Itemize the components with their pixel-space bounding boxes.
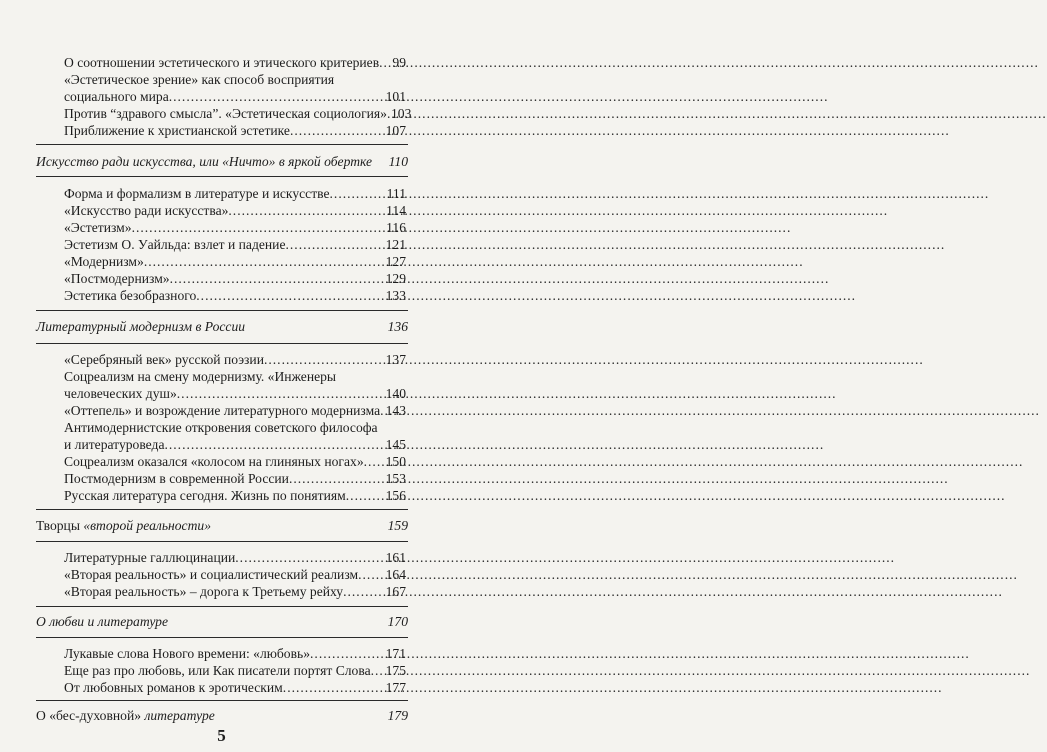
section-page: 110 (388, 154, 408, 169)
toc-entry-title: «Серебряный век» русской поэзии (64, 352, 264, 367)
toc-entry-title: «Модернизм» (64, 254, 144, 269)
leader-dots (289, 470, 386, 487)
toc-entry-page: 175 (385, 663, 406, 678)
toc-entry-page: 121 (385, 237, 406, 252)
section-divider (36, 310, 408, 311)
leader-dots (170, 270, 386, 287)
section-title: Литературный модернизм в России (36, 319, 246, 334)
toc-section-heading (36, 318, 408, 335)
toc-entry-title: «Эстетическое зрение» как способ восприятия (64, 72, 335, 87)
toc-entry-page: 114 (386, 203, 406, 218)
section-divider (36, 176, 408, 177)
section-title-italic: литературе (144, 708, 215, 723)
leader-dots (371, 662, 386, 679)
toc-entry-title: Эстетика безобразного (64, 288, 197, 303)
leader-dots (330, 185, 387, 202)
toc-entry (64, 662, 406, 679)
leader-dots (283, 679, 386, 696)
toc-entry-page: 107 (385, 123, 406, 138)
toc-entry (64, 487, 406, 504)
leader-dots (379, 54, 392, 71)
leader-dots (286, 236, 386, 253)
toc-entry-page: 129 (385, 271, 406, 286)
toc-entry-title: Еще раз про любовь, или Как писатели портят Слова (64, 663, 371, 678)
leader-dots (196, 287, 385, 304)
toc-entry-title-cont: и литературоведа (64, 437, 165, 452)
toc-entry-title: «Вторая реальность» – дорога к Третьему рейху (64, 584, 344, 599)
toc-entry-title: Постмодернизм в современной России (64, 471, 289, 486)
toc-entry-title: Лукавые слова Нового времени: «любовь» (64, 646, 311, 661)
toc-entry-title: «Постмодернизм» (64, 271, 170, 286)
toc-entry-title: Соцреализм на смену модернизму. «Инженеры (64, 369, 337, 384)
toc-section-heading (36, 613, 408, 630)
toc-entry-title: Соцреализм оказался «колосом на глиняных ногах» (64, 454, 364, 469)
section-divider (36, 637, 408, 638)
toc-entry (64, 566, 406, 583)
toc-entry (64, 253, 406, 270)
section-divider (36, 343, 408, 344)
toc-entry-title: Эстетизм О. Уайльда: взлет и падение (64, 237, 286, 252)
toc-entry (64, 470, 406, 487)
leader-dots (358, 566, 385, 583)
toc-entry-title: «Искусство ради искусства» (64, 203, 229, 218)
toc-entry (64, 679, 406, 696)
leader-dots (310, 645, 386, 662)
section-title (36, 517, 388, 534)
toc-entry-title-cont: социального мира (64, 89, 169, 104)
section-title-plain: О «бес-духовной» (36, 708, 145, 723)
toc-entry-page: 111 (386, 186, 406, 201)
section-title: Искусство ради искусства, или «Ничто» в яркой обертке (36, 154, 373, 169)
toc-entry-title: О соотношении эстетического и этического критериев (64, 55, 380, 70)
toc-entry (64, 185, 406, 202)
toc-entry-page: 145 (385, 437, 406, 452)
toc-entry-page: 161 (385, 550, 406, 565)
section-title: О любви и литературе (36, 614, 169, 629)
toc-entry-page: 133 (385, 288, 406, 303)
toc-entry-title: От любовных романов к эротическим (64, 680, 283, 695)
toc-entry-page: 164 (385, 567, 406, 582)
toc-page (0, 0, 443, 752)
leader-dots (235, 549, 385, 566)
toc-entry (64, 402, 406, 419)
toc-entry-page: 99 (392, 55, 406, 70)
toc-entry (64, 202, 406, 219)
leader-dots (144, 253, 386, 270)
toc-entry-title: Литературные галлюцинации (64, 550, 236, 565)
section-title (36, 707, 388, 724)
toc-entry-title: Форма и формализм в литературе и искусстве (64, 186, 330, 201)
toc-entry-page: 150 (385, 454, 406, 469)
toc-entry (64, 368, 406, 402)
leader-dots (343, 583, 386, 600)
leader-dots (364, 453, 386, 470)
leader-dots (346, 487, 386, 504)
section-page: 159 (387, 518, 408, 533)
toc-entry-title: «Эстетизм» (64, 220, 132, 235)
page-number: 5 (217, 726, 226, 745)
toc-entry (64, 270, 406, 287)
toc-entry-title: «Вторая реальность» и социалистический реализм (64, 567, 359, 582)
section-divider (36, 700, 408, 701)
toc-entry (64, 105, 412, 122)
toc-entry-page: 101 (385, 89, 406, 104)
toc-entry (64, 236, 406, 253)
toc-section-heading (36, 153, 408, 170)
toc-entry-page: 103 (390, 106, 412, 121)
section-title-italic: «второй реальности» (83, 518, 212, 533)
section-divider (36, 509, 408, 510)
toc-section-heading (36, 707, 408, 724)
toc-entry (64, 419, 406, 453)
toc-entry (64, 287, 406, 304)
section-title-plain: Творцы (36, 518, 84, 533)
toc-entry (64, 583, 406, 600)
section-page: 136 (387, 319, 408, 334)
toc-entry-page: 153 (385, 471, 406, 486)
toc-entry-title: Русская литература сегодня. Жизнь по понятиям (64, 488, 346, 503)
leader-dots (290, 122, 386, 139)
section-divider (36, 541, 408, 542)
toc-entry-title: Антимодернистские откровения советского философа (64, 420, 378, 435)
section-divider (36, 606, 408, 607)
toc-entry-page: 140 (385, 386, 406, 401)
leader-dots (132, 219, 387, 236)
toc-entry-title: Против “здравого смысла”. «Эстетическая социология» (64, 106, 387, 121)
toc-entry (64, 645, 406, 662)
toc-entry-title: Приближение к христианской эстетике (64, 123, 290, 138)
toc-entry (64, 219, 406, 236)
toc-section-heading (36, 517, 408, 534)
toc-entry (64, 54, 406, 71)
section-divider (36, 144, 408, 145)
toc-entry-title: «Оттепель» и возрождение литературного модернизма (64, 403, 381, 418)
toc-entry-page: 156 (385, 488, 406, 503)
leader-dots (164, 436, 385, 453)
toc-entry-page: 116 (386, 220, 406, 235)
leader-dots (264, 351, 386, 368)
section-page: 170 (387, 614, 408, 629)
toc-entry (64, 71, 406, 105)
leader-dots (177, 385, 386, 402)
toc-entry (64, 549, 406, 566)
toc-entry-page: 177 (385, 680, 406, 695)
section-page: 179 (387, 708, 408, 723)
toc-entry-page: 171 (385, 646, 406, 661)
toc-entry (64, 351, 406, 368)
toc-entry (64, 453, 406, 470)
toc-entry (64, 122, 406, 139)
leader-dots (169, 88, 386, 105)
toc-entry-page: 127 (385, 254, 406, 269)
toc-entry-page: 137 (385, 352, 406, 367)
toc-entry-page: 167 (385, 584, 406, 599)
toc-entry-title-cont: человеческих душ» (64, 386, 177, 401)
leader-dots (228, 202, 386, 219)
toc-entry-page: 143 (385, 403, 406, 418)
